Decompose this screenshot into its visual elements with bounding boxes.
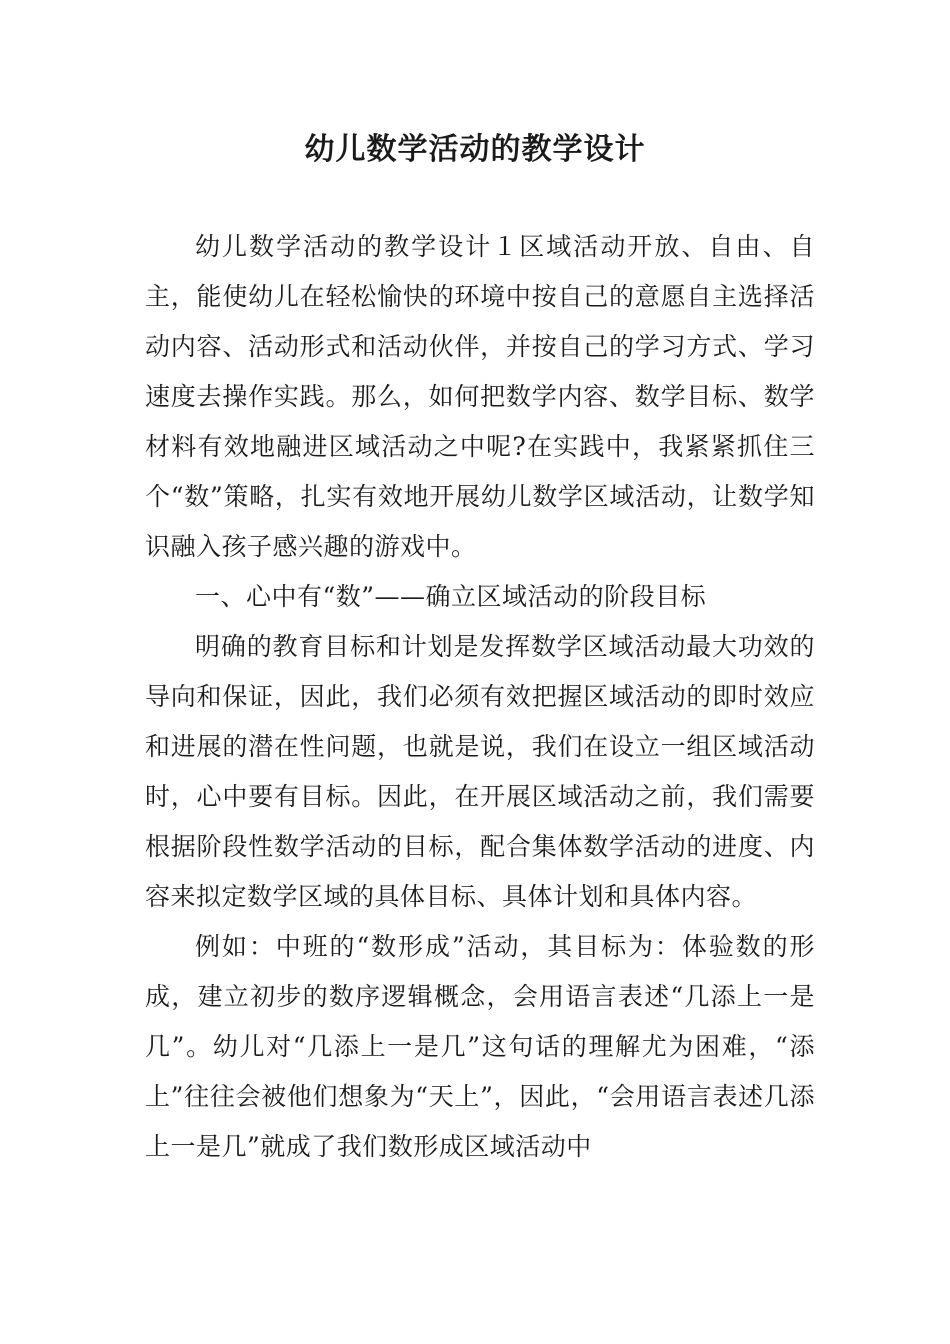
paragraph-intro: 幼儿数学活动的教学设计１区域活动开放、自由、自主，能使幼儿在轻松愉快的环境中按自己的意愿自主选择活动内容、活动形式和活动伙伴，并按自己的学习方式、学习速度去操作实践。那么，如何把数学内容、数学目标、数学材料有效地融进区域活动之中呢?在实践中，我紧紧抓住三个“数”策略，扎实有效地开展幼儿数学区域活动，让数学知识融入孩子感兴趣的游戏中。	[145, 232, 815, 561]
section-heading-1: 一、心中有“数”——确立区域活动的阶段目标	[195, 582, 707, 611]
document-title: 幼儿数学活动的教学设计	[304, 132, 646, 167]
paragraph-goals: 明确的教育目标和计划是发挥数学区域活动最大功效的导向和保证，因此，我们必须有效把握区域活动的即时效应和进展的潜在性问题，也就是说，我们在设立一组区域活动时，心中要有目标。因此，在开展区域活动之前，我们需要根据阶段性数学活动的目标，配合集体数学活动的进度、内容来拟定数学区域的具体目标、具体计划和具体内容。	[145, 632, 815, 911]
document-body	[145, 222, 815, 1172]
paragraph-example: 例如：中班的“数形成”活动，其目标为：体验数的形成，建立初步的数序逻辑概念，会用语言表述“几添上一是几”。幼儿对“几添上一是几”这句话的理解尤为困难，“添上”往往会被他们想象为“天上”，因此，“会用语言表述几添上一是几”就成了我们数形成区域活动中	[145, 932, 815, 1161]
